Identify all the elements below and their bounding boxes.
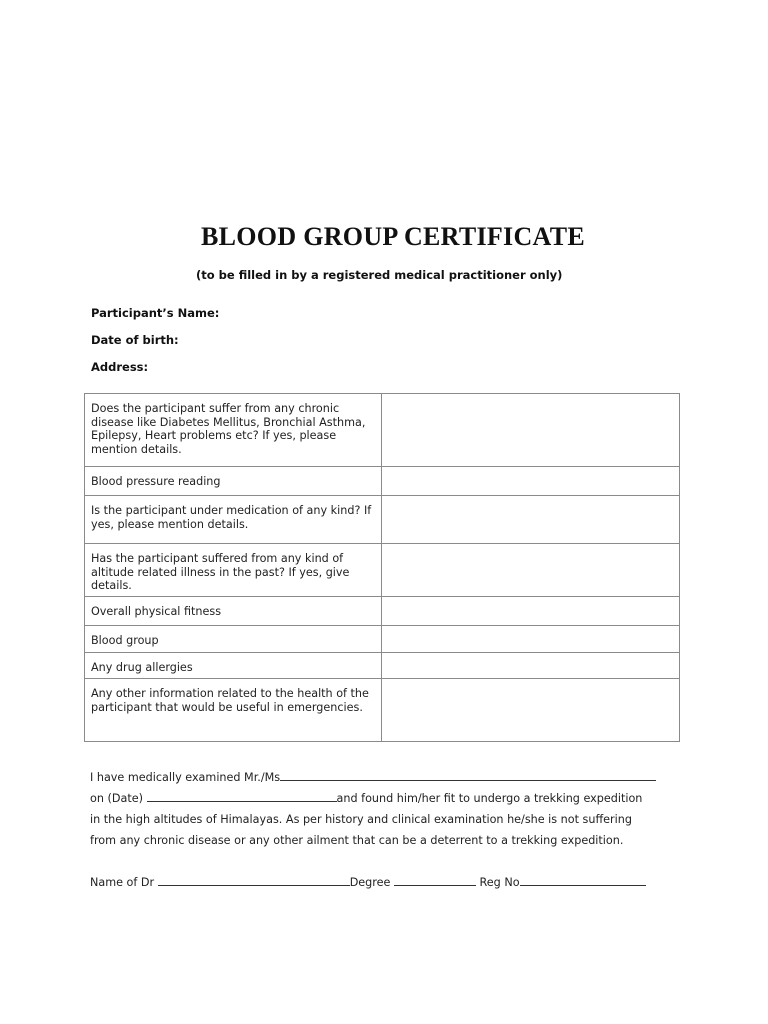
participant-name-label: Participant’s Name: (91, 306, 220, 320)
answer-other-info[interactable] (382, 679, 680, 742)
answer-drug-allergies[interactable] (382, 653, 680, 679)
degree-blank[interactable] (394, 874, 476, 886)
table-row (85, 626, 680, 653)
table-row (85, 653, 680, 679)
answer-blood-pressure[interactable] (382, 467, 680, 496)
examinee-name-blank[interactable] (280, 769, 656, 781)
question-altitude-illness: Has the participant suffered from any kind of altitude related illness in the past? If yes, give details. (85, 544, 382, 597)
page-title: BLOOD GROUP CERTIFICATE (200, 222, 585, 251)
question-medication: Is the participant under medication of any kind? If yes, please mention details. (85, 496, 382, 544)
declaration-line-3: in the high altitudes of Himalayas. As per history and clinical examination he/she is not suffering (90, 813, 632, 826)
declaration-line-2 (90, 788, 690, 809)
examined-text: I have medically examined Mr./Ms (90, 771, 281, 784)
table-row (85, 597, 680, 626)
question-blood-group: Blood group (85, 626, 382, 653)
found-fit-text: and found him/her fit to undergo a trekking expedition (336, 792, 643, 805)
signature-line (90, 874, 646, 889)
question-blood-pressure: Blood pressure reading (85, 467, 382, 496)
reg-no-label: Reg No (479, 876, 520, 889)
doctor-name-label: Name of Dr (90, 876, 155, 889)
declaration-paragraph (90, 767, 690, 851)
question-drug-allergies: Any drug allergies (85, 653, 382, 679)
doctor-name-blank[interactable] (158, 874, 350, 886)
degree-label: Degree (349, 876, 391, 889)
answer-physical-fitness[interactable] (382, 597, 680, 626)
declaration-line-1 (90, 767, 690, 788)
on-date-text: on (Date) (90, 792, 143, 805)
reg-no-blank[interactable] (520, 874, 646, 886)
exam-date-blank[interactable] (147, 790, 337, 802)
table-row (85, 679, 680, 742)
table-row (85, 496, 680, 544)
table-row (85, 544, 680, 597)
answer-medication[interactable] (382, 496, 680, 544)
answer-altitude-illness[interactable] (382, 544, 680, 597)
question-other-info: Any other information related to the health of the participant that would be useful in emergencies. (85, 679, 382, 742)
table-row (85, 394, 680, 467)
answer-blood-group[interactable] (382, 626, 680, 653)
address-label: Address: (91, 360, 149, 374)
question-chronic-disease: Does the participant suffer from any chronic disease like Diabetes Mellitus, Bronchial Asthma, Epilepsy, Heart problems etc? If yes, please mention details. (85, 394, 382, 467)
subtitle: (to be filled in by a registered medical practitioner only) (196, 268, 563, 282)
medical-info-table (84, 393, 680, 742)
declaration-line-4: from any chronic disease or any other ailment that can be a deterrent to a trekking expedition. (90, 834, 624, 847)
table-row (85, 467, 680, 496)
date-of-birth-label: Date of birth: (91, 333, 179, 347)
question-physical-fitness: Overall physical fitness (85, 597, 382, 626)
answer-chronic-disease[interactable] (382, 394, 680, 467)
